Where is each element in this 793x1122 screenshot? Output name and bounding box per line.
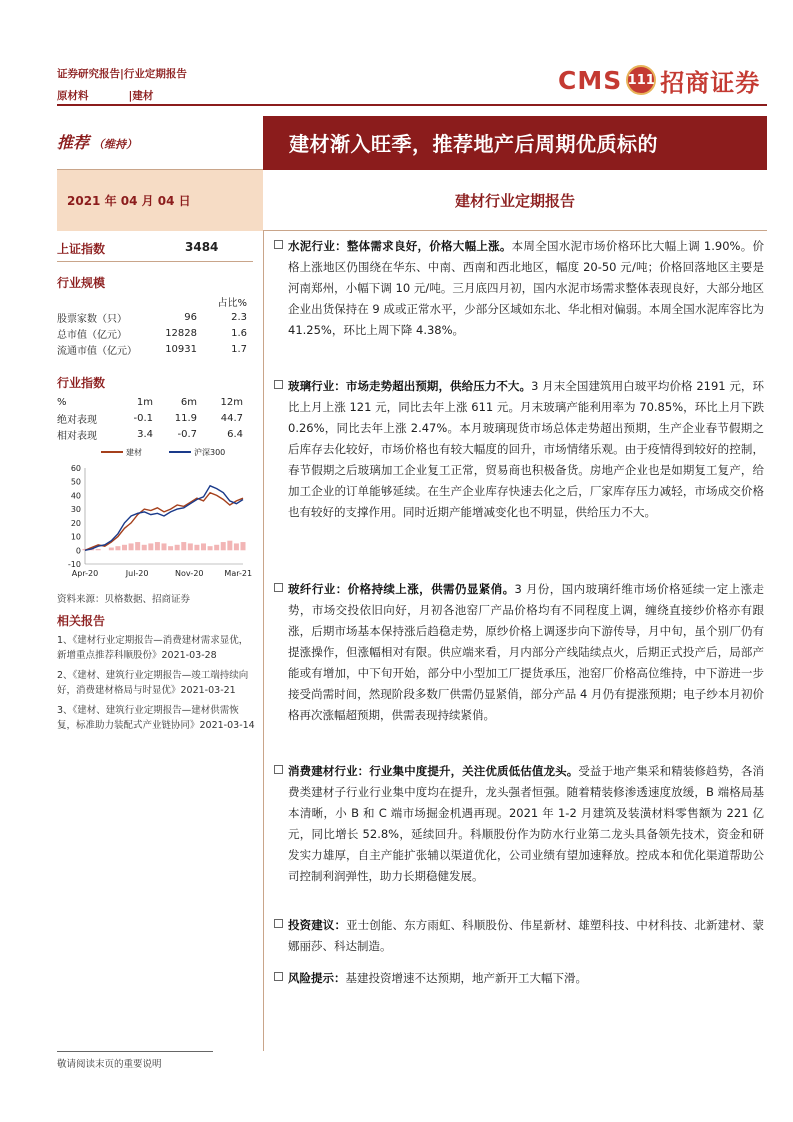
logo-badge-icon: 111 [626,65,656,95]
paragraph-body: 3 月份，国内玻璃纤维市场价格延续一定上涨走势，市场交投依旧向好，月初各池窑厂产品价格均有不同程度上调，缠绕直接纱价格亦有跟涨，后期市场基本保持涨后趋稳走势，原纱价格上调逐步向下游传导，月中旬，虽个别厂仍有提涨操作，但涨幅相对有限。供应端来看，月内部分产线陆续点火，后期正式投产后，局部产能或有增加，中下旬开始，部分中小型加工厂提货承压，池窑厂价格高位维持，中下游进一步接受尚需时间，然现阶段多数厂供需仍显紧俏，部分产品 4 月仍有提涨预期；电子纱本月初价格再次涨幅超预期，供需表现持续紧俏。 [288,582,764,722]
paragraph-lead: 投资建议： [288,918,347,932]
y-tick-label: 60 [70,464,81,473]
logo-cms-text: CMS [558,65,623,95]
performance-chart [57,444,253,584]
sector-left: 原材料 [57,90,89,102]
paragraph-lead: 风险提示： [288,971,346,985]
index-value: 3484 [185,240,219,254]
paragraph-risk [274,968,764,989]
chart-source: 资料来源：贝格数据、招商证券 [57,594,191,605]
paragraph-glass [274,376,764,523]
perf-header-row [57,394,243,410]
perf-value: 44.7 [220,412,243,424]
perf-value: -0.1 [133,412,153,424]
scale-col-header: 占比% [217,297,247,309]
perf-value: -0.7 [177,428,197,440]
perf-value: 3.4 [137,428,153,440]
scale-title: 行业规模 [57,276,106,290]
perf-label: 绝对表现 [57,414,97,426]
legend-label: 沪深300 [194,448,226,457]
report-title: 建材渐入旺季，推荐地产后周期优质标的 [289,132,658,156]
perf-value: 11.9 [174,412,197,424]
paragraph-body: 本周全国水泥市场价格环比大幅上调 1.90%。价格上涨地区仍围绕在华东、中南、西南和西北地区，幅度 20-50 元/吨；价格回落地区主要是河南郑州，小幅下调 10 元/吨。三月底四月初，国内水泥市场需求整体表现良好，大部分地区企业出货保持在 9 成或正常水平，少部分区域如东北、华北相对偏弱。本周全国水泥库容比为 41.25%，环比上周下降 4.38%。 [288,239,764,337]
sidebar-divider [57,261,253,262]
rating: 推荐 （维持） [57,133,138,152]
table-row [57,410,243,426]
perf-col-header: 6m [180,396,197,408]
logo-cn-text: 招商证券 [660,68,761,97]
x-tick-label: Apr-20 [71,569,99,578]
scale-value: 10931 [165,343,197,355]
index-row [57,240,217,257]
paragraph-body: 3 月末全国建筑用白玻平均价格 2191 元，环比上月上涨 121 元，同比去年上涨 611 元。月末玻璃产能利用率为 70.85%，环比上月下跌 0.26%，同比去年上涨 2.47%。本月玻璃现货市场总体走势超出预期，生产企业春节假期之后库存去化较好，市场价格也有较大幅度的回升，市场情绪乐观。由于疫情得到较好的控制，春节假期之后玻璃加工企业复工正常，贸易商也积极备货。房地产企业也是如期复工复产，给加工企业的订单能够延续。在生产企业库存快速去化之后，厂家库存压力减轻，市场成交价格也有较好的支撑作用。同时近期产能增减变化也不明显，供给压力不大。 [288,379,764,519]
footer-divider [57,1051,213,1052]
footer-note: 敬请阅读末页的重要说明 [57,1059,162,1070]
perf-col-header: 12m [220,396,243,408]
company-logo [558,63,760,97]
paragraph-body: 基建投资增速不达预期，地产新开工大幅下滑。 [345,971,587,985]
legend-label: 建材 [126,448,142,457]
paragraph-lead: 水泥行业：整体需求良好，价格大幅上涨。 [288,239,512,253]
paragraph-lead: 玻纤行业：价格持续上涨，供需仍显紧俏。 [288,582,515,596]
table-row [57,309,247,325]
scale-pct: 1.6 [231,327,247,339]
perf-title: 行业指数 [57,376,106,390]
list-item[interactable]: 1、《建材行业定期报告—消费建材需求显优，新增重点推荐科顺股份》2021-03-28 [57,635,249,661]
paragraph-body: 亚士创能、东方雨虹、科顺股份、伟星新材、雄塑科技、中材科技、北新建材、蒙娜丽莎、科达制造。 [288,918,764,953]
sector-right: |建材 [128,90,154,102]
related-list [57,633,257,738]
x-tick-label: Nov-20 [175,569,204,578]
scale-table [57,293,247,357]
report-date: 2021 年 04 月 04 日 [67,194,191,208]
title-band [263,116,767,170]
y-tick-label: 50 [70,477,81,487]
paragraph-investment [274,915,764,957]
y-tick-label: 20 [70,518,81,528]
x-tick-label: Jul-20 [125,569,149,578]
table-row [57,426,243,442]
perf-col-header: 1m [136,396,153,408]
paragraph-body: 受益于地产集采和精装修趋势，各消费类建材子行业行业集中度均在提升，龙头强者恒强。随着精装修渗透速度放缓，B 端格局基本清晰，小 B 和 C 端市场掘金机遇再现。2021 年 1-2 月建筑及装潢材料零售额为 221 亿元，同比增长 52.8%，延续回升。科顺股份作为防水行业第二龙头具备领先技术，资金和研发实力雄厚，自主产能扩张辅以渠道优化，公司业绩有望加速释放。控成本和优化渠道帮助公司控制利润弹性，助力长期稳健发展。 [288,764,764,883]
perf-label: 相对表现 [57,430,97,442]
perf-table [57,394,243,442]
rating-band [57,116,263,170]
column-divider [263,231,264,1051]
report-type: 建材行业定期报告 [454,192,575,210]
report-type-band [263,170,767,231]
index-label: 上证指数 [57,242,106,256]
rating-note: （维持） [93,138,138,151]
date-band [57,170,263,231]
perf-col-header: % [57,396,67,408]
list-item[interactable]: 2、《建材、建筑行业定期报告—竣工端持续向好，消费建材格局与时显优》2021-03-21 [57,670,249,696]
y-tick-label: 40 [70,491,81,501]
scale-label: 流通市值（亿元） [57,345,137,357]
bullet-icon [274,919,283,928]
bullet-icon [274,240,283,249]
bullet-icon [274,765,283,774]
scale-pct: 2.3 [231,311,247,323]
scale-header-row [57,293,247,309]
table-row [57,325,247,341]
header-divider [57,104,767,106]
scale-pct: 1.7 [231,343,247,355]
x-tick-label: Mar-21 [224,569,253,578]
y-tick-label: 10 [70,532,81,542]
list-item[interactable]: 3、《建材、建筑行业定期报告—建材供需恢复，标准助力装配式产业链协同》2021-03-14 [57,705,255,731]
y-tick-label: 30 [70,505,81,515]
bullet-icon [274,972,283,981]
table-row [57,341,247,357]
paragraph-lead: 消费建材行业：行业集中度提升，关注优质低估值龙头。 [288,764,579,778]
y-tick-label: 0 [75,546,81,556]
paragraph-cement [274,236,764,341]
sector-line [57,88,153,103]
bullet-icon [274,380,283,389]
y-tick-label: -10 [67,560,81,569]
series-line-hs300 [85,486,243,551]
perf-value: 6.4 [227,428,243,440]
scale-value: 96 [184,311,197,323]
paragraph-consumer [274,761,764,887]
scale-label: 股票家数（只） [57,313,127,325]
bullet-icon [274,583,283,592]
scale-label: 总市值（亿元） [57,329,127,341]
related-title: 相关报告 [57,614,106,628]
report-category: 证券研究报告|行业定期报告 [57,68,187,80]
scale-value: 12828 [165,327,197,339]
paragraph-lead: 玻璃行业：市场走势超出预期，供给压力不大。 [288,379,532,393]
paragraph-fiberglass [274,579,764,726]
